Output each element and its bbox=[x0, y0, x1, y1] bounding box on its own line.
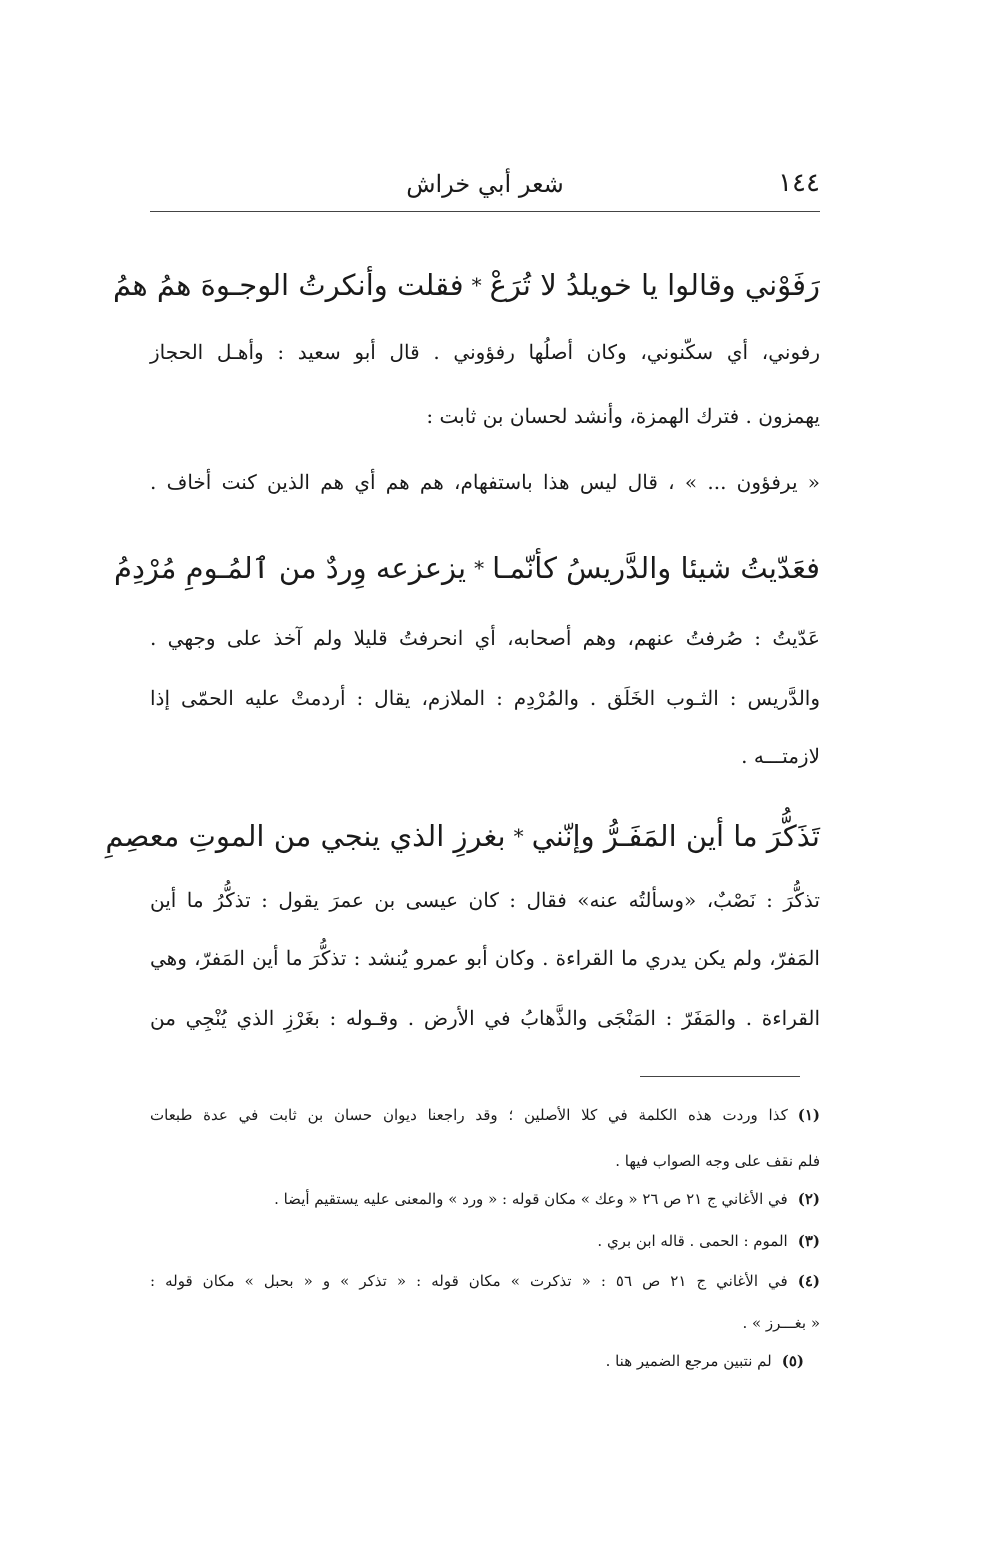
footnote-text: لم نتبين مرجع الضمير هنا . bbox=[605, 1352, 772, 1370]
verse-2 bbox=[114, 538, 820, 598]
verse-hemistich-second: بغرزِ الذي ينجي من الموتِ معصِمِ bbox=[105, 819, 506, 853]
footnote-text: الموم : الحمى . قاله ابن بري . bbox=[597, 1232, 788, 1250]
commentary-line: تذكُّرَ : نَصْبٌ، «وسألتُه عنه» فقال : كان عيسى بن عمرَ يقول : تذكُّرُ ما أين bbox=[150, 888, 820, 912]
commentary-line: القراءة . والمَفَرّ : المَنْجَى والذَّهابُ في الأرض . وقـوله : بغَرْزِ الذي يُنْجِي من bbox=[150, 1006, 820, 1030]
verse-hemistich-second: يزعزعه وِردٌ من ٱلمُـومِ مُرْدِمُ bbox=[114, 551, 467, 585]
footnote-number: (٣) bbox=[797, 1232, 820, 1250]
verse-hemistich-second: فقلت وأنكرتُ الوجـوهَ همُ همُ bbox=[113, 268, 464, 302]
footnote-3 bbox=[150, 1232, 820, 1250]
footnote-rule bbox=[640, 1076, 800, 1077]
commentary-line: « يرفؤون ... » ، قال ليس هذا باستفهام، هم هم أي هم الذين كنت أخاف . bbox=[150, 470, 820, 494]
footnote-number: (٢) bbox=[797, 1190, 820, 1208]
verse-separator: * bbox=[474, 556, 485, 580]
commentary-line: رفوني، أي سكّنوني، وكان أصلُها رفؤوني . قال أبو سعيد : وأهـل الحجاز bbox=[150, 340, 820, 364]
verse-hemistich-first: فعَدّيتُ شيئا والدَّريسُ كأنّمـا bbox=[492, 551, 820, 585]
footnote-5 bbox=[150, 1352, 820, 1370]
running-title: شعر أبي خراش bbox=[406, 170, 564, 198]
verse-hemistich-first: رَفَوْني وقالوا يا خويلدُ لا تُرَعْ bbox=[489, 268, 820, 302]
page-header bbox=[150, 168, 820, 208]
footnote-text: في الأغاني ج ٢١ ص ٢٦ « وعك » مكان قوله : « ورد » والمعنى عليه يستقيم أيضا . bbox=[274, 1190, 788, 1208]
footnote-1 bbox=[150, 1106, 820, 1124]
verse-1 bbox=[113, 255, 820, 315]
commentary-line: يهمزون . فترك الهمزة، وأنشد لحسان بن ثابت : bbox=[426, 404, 820, 428]
verse-3 bbox=[105, 806, 820, 866]
footnote-2 bbox=[150, 1190, 820, 1208]
header-rule bbox=[150, 211, 820, 212]
footnote-4-continued: « بغـــرز » . bbox=[742, 1314, 820, 1332]
verse-separator: * bbox=[513, 824, 524, 848]
footnote-number: (٤) bbox=[797, 1272, 820, 1290]
footnote-text: في الأغاني ج ٢١ ص ٥٦ : « تذكرت » مكان قوله : « تذكر » و « بحبل » مكان قوله : bbox=[150, 1272, 788, 1290]
commentary-line: المَفرّ، ولم يكن يدري ما القراءة . وكان أبو عمرو يُنشد : تذكُّرَ ما أين المَفرّ، وهي bbox=[150, 946, 820, 970]
commentary-line: والدَّريس : الثـوب الخَلَق . والمُرْدِم : الملازم، يقال : أردمتْ عليه الحمّى إذا bbox=[150, 686, 820, 710]
verse-separator: * bbox=[471, 273, 482, 297]
verse-hemistich-first: تَذَكُّرَ ما أين المَفَـرُّ وإنّني bbox=[531, 819, 820, 853]
footnote-number: (١) bbox=[797, 1106, 820, 1124]
footnote-1-continued: فلم نقف على وجه الصواب فيها . bbox=[615, 1152, 820, 1170]
footnote-number: (٥) bbox=[781, 1352, 804, 1370]
commentary-line: عَدّيتُ : صُرفتُ عنهم، وهم أصحابه، أي انحرفتُ قليلا ولم آخذ على وجهي . bbox=[150, 626, 820, 650]
commentary-line: لازمتـــه . bbox=[741, 744, 820, 768]
footnote-text: كذا وردت هذه الكلمة في كلا الأصلين ؛ وقد راجعنا ديوان حسان بن ثابت في عدة طبعات bbox=[150, 1106, 788, 1124]
page-number: ١٤٤ bbox=[778, 168, 820, 198]
footnote-4 bbox=[150, 1272, 820, 1290]
